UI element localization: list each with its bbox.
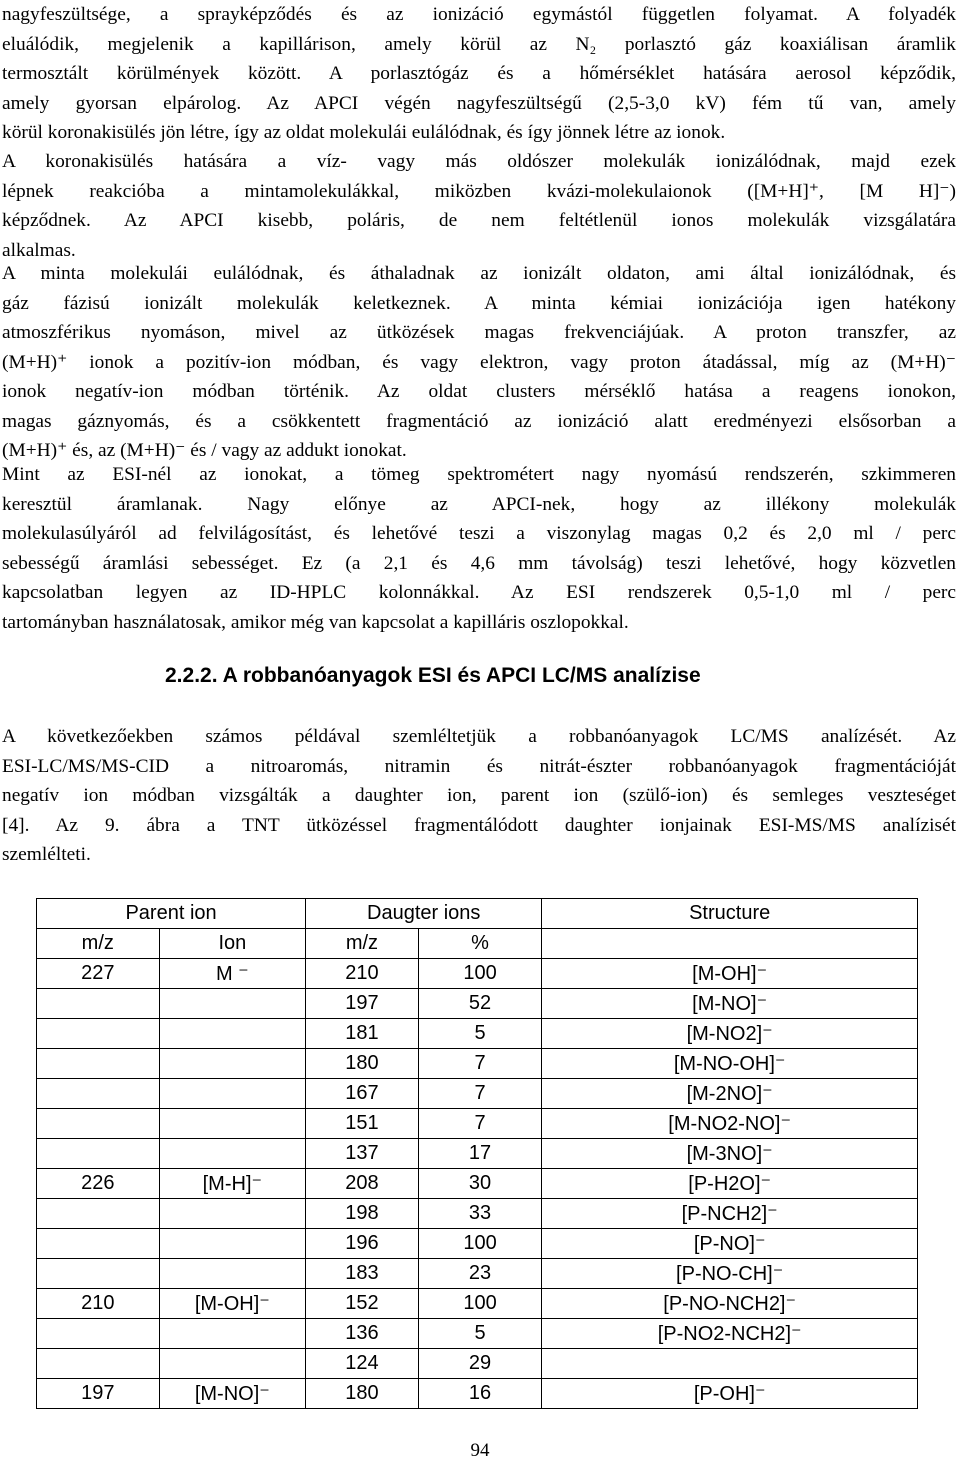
table-row — [37, 1199, 918, 1229]
structure-cell: [P-NO]⁻ — [542, 1229, 918, 1259]
subheader-percent: % — [418, 929, 542, 959]
text-line: eluálódik, megjelenik a kapillárison, amely körül az N₂ porlasztó gáz koaxiálisan áramlik — [2, 33, 956, 55]
daughter-mz-cell: 167 — [306, 1079, 419, 1109]
daughter-percent-cell: 7 — [418, 1079, 542, 1109]
table-row — [37, 1289, 918, 1319]
parent-mz-cell — [37, 1079, 160, 1109]
parent-ion-cell: M ⁻ — [159, 959, 306, 989]
daughter-percent-cell: 5 — [418, 1319, 542, 1349]
parent-mz-cell — [37, 1319, 160, 1349]
parent-ion-cell — [159, 1049, 306, 1079]
table-row — [37, 1169, 918, 1199]
daughter-percent-cell: 100 — [418, 959, 542, 989]
paragraph — [2, 460, 956, 637]
parent-ion-cell — [159, 1139, 306, 1169]
table-row — [37, 1349, 918, 1379]
text-line: amely gyorsan elpárolog. Az APCI végén nagyfeszültségű (2,5-3,0 kV) fém tű van, amely — [2, 92, 956, 114]
daughter-percent-cell: 29 — [418, 1349, 542, 1379]
text-line: kapcsolatban legyen az ID-HPLC kolonnákkal. Az ESI rendszerek 0,5-1,0 ml / perc — [2, 582, 956, 603]
table-row — [37, 1379, 918, 1409]
daughter-percent-cell: 52 — [418, 989, 542, 1019]
daughter-mz-cell: 124 — [306, 1349, 419, 1379]
parent-ion-cell — [159, 1109, 306, 1139]
parent-mz-cell — [37, 1019, 160, 1049]
parent-mz-cell — [37, 1139, 160, 1169]
daughter-mz-cell: 196 — [306, 1229, 419, 1259]
parent-mz-cell: 226 — [37, 1169, 160, 1199]
parent-mz-cell — [37, 989, 160, 1019]
table-row — [37, 989, 918, 1019]
daughter-mz-cell: 210 — [306, 959, 419, 989]
daughter-percent-cell: 16 — [418, 1379, 542, 1409]
structure-cell: [M-NO2]⁻ — [542, 1019, 918, 1049]
parent-ion-cell: [M-H]⁻ — [159, 1169, 306, 1199]
parent-ion-cell — [159, 989, 306, 1019]
paragraph — [2, 0, 956, 148]
structure-cell: [P-NO2-NCH2]⁻ — [542, 1319, 918, 1349]
structure-cell: [P-NCH2]⁻ — [542, 1199, 918, 1229]
subheader-structure — [542, 929, 918, 959]
daughter-mz-cell: 152 — [306, 1289, 419, 1319]
table-row — [37, 1139, 918, 1169]
text-line: ESI-LC/MS/MS-CID a nitroaromás, nitramin és nitrát-észter robbanóanyagok fragmentációját — [2, 755, 956, 777]
daughter-mz-cell: 136 — [306, 1319, 419, 1349]
structure-cell — [542, 1349, 918, 1379]
daughter-percent-cell: 17 — [418, 1139, 542, 1169]
structure-cell: [M-NO]⁻ — [542, 989, 918, 1019]
text-line: (M+H)⁺ és, az (M+H)⁻ és / vagy az addukt ionokat. — [2, 440, 407, 461]
table-row — [37, 1259, 918, 1289]
daughter-mz-cell: 180 — [306, 1379, 419, 1409]
text-line: tartományban használatosak, amikor még van kapcsolat a kapilláris oszlopokkal. — [2, 611, 629, 633]
parent-mz-cell: 210 — [37, 1289, 160, 1319]
table-row — [37, 959, 918, 989]
fragment-ions-table — [36, 898, 918, 1409]
parent-ion-cell: [M-NO]⁻ — [159, 1379, 306, 1409]
table-row — [37, 1109, 918, 1139]
text-line: képződnek. Az APCI kisebb, poláris, de nem feltétlenül ionos molekulák vizsgálatára — [2, 210, 956, 231]
parent-mz-cell — [37, 1049, 160, 1079]
table-row — [37, 1319, 918, 1349]
parent-mz-cell: 197 — [37, 1379, 160, 1409]
table-row — [37, 1079, 918, 1109]
structure-cell: [P-NO-NCH2]⁻ — [542, 1289, 918, 1319]
parent-mz-cell — [37, 1229, 160, 1259]
text-line: alkalmas. — [2, 239, 76, 261]
text-line: magas gáznyomás, és a csökkentett fragmentáció az ionizáció alatt eredményezi elsősorban a — [2, 410, 956, 432]
parent-ion-cell: [M-OH]⁻ — [159, 1289, 306, 1319]
daughter-mz-cell: 137 — [306, 1139, 419, 1169]
daughter-mz-cell: 198 — [306, 1199, 419, 1229]
table-row — [37, 1019, 918, 1049]
text-line: termosztált körülmények között. A porlasztógáz és a hőmérséklet hatására aerosol képződik, — [2, 63, 956, 84]
table-row — [37, 1229, 918, 1259]
header-structure: Structure — [542, 899, 918, 929]
text-line: nagyfeszültsége, a sprayképződés és az ionizáció egymástól független folyamat. A folyadék — [2, 4, 956, 25]
subheader-mz: m/z — [37, 929, 160, 959]
daughter-percent-cell: 100 — [418, 1229, 542, 1259]
text-line: sebességű áramlási sebességet. Ez (a 2,1 és 4,6 mm távolság) teszi lehetővé, hogy közvetlen — [2, 552, 956, 574]
parent-mz-cell — [37, 1349, 160, 1379]
structure-cell: [M-NO2-NO]⁻ — [542, 1109, 918, 1139]
daughter-percent-cell: 7 — [418, 1109, 542, 1139]
daughter-percent-cell: 100 — [418, 1289, 542, 1319]
text-line: ionok negatív-ion módban történik. Az oldat clusters mérséklő hatása a reagens ionokon, — [2, 381, 956, 402]
table-subheader-row — [37, 929, 918, 959]
header-daughter-ions: Daugter ions — [306, 899, 542, 929]
text-line: negatív ion módban vizsgálták a daughter ion, parent ion (szülő-ion) és semleges veszteséget — [2, 785, 956, 806]
subheader-mz: m/z — [306, 929, 419, 959]
structure-cell: [M-OH]⁻ — [542, 959, 918, 989]
structure-cell: [P-OH]⁻ — [542, 1379, 918, 1409]
page-number: 94 — [470, 1440, 490, 1461]
table-row — [37, 1049, 918, 1079]
daughter-percent-cell: 30 — [418, 1169, 542, 1199]
parent-mz-cell: 227 — [37, 959, 160, 989]
structure-cell: [P-NO-CH]⁻ — [542, 1259, 918, 1289]
daughter-mz-cell: 208 — [306, 1169, 419, 1199]
text-line: A koronakisülés hatására a víz- vagy más oldószer molekulák ionizálódnak, majd ezek — [2, 151, 956, 172]
parent-ion-cell — [159, 1079, 306, 1109]
table-header-row — [37, 899, 918, 929]
parent-mz-cell — [37, 1259, 160, 1289]
parent-ion-cell — [159, 1259, 306, 1289]
subheader-ion: Ion — [159, 929, 306, 959]
table-body — [37, 899, 918, 1409]
paragraph — [2, 147, 956, 265]
paragraph — [2, 722, 956, 870]
text-line: gáz fázisú ionizált molekulák keletkeznek. A minta kémiai ionizációja igen hatékony — [2, 292, 956, 314]
parent-ion-cell — [159, 1319, 306, 1349]
parent-ion-cell — [159, 1199, 306, 1229]
daughter-mz-cell: 180 — [306, 1049, 419, 1079]
paragraph — [2, 259, 956, 466]
parent-mz-cell — [37, 1109, 160, 1139]
text-line: szemlélteti. — [2, 844, 91, 865]
section-heading: 2.2.2. A robbanóanyagok ESI és APCI LC/MS analízise — [165, 664, 701, 687]
structure-cell: [M-2NO]⁻ — [542, 1079, 918, 1109]
structure-cell: [M-3NO]⁻ — [542, 1139, 918, 1169]
text-line: Mint az ESI-nél az ionokat, a tömeg spektrométert nagy nyomású rendszerén, szkimmeren — [2, 464, 956, 485]
text-line: [4]. Az 9. ábra a TNT ütközéssel fragmentálódott daughter ionjainak ESI-MS/MS analízisét — [2, 814, 956, 836]
structure-cell: [M-NO-OH]⁻ — [542, 1049, 918, 1079]
daughter-mz-cell: 181 — [306, 1019, 419, 1049]
structure-cell: [P-H2O]⁻ — [542, 1169, 918, 1199]
daughter-percent-cell: 7 — [418, 1049, 542, 1079]
header-parent-ion: Parent ion — [37, 899, 306, 929]
daughter-percent-cell: 23 — [418, 1259, 542, 1289]
parent-ion-cell — [159, 1019, 306, 1049]
daughter-percent-cell: 33 — [418, 1199, 542, 1229]
daughter-percent-cell: 5 — [418, 1019, 542, 1049]
text-line: (M+H)⁺ ionok a pozitív-ion módban, és vagy elektron, vagy proton átadással, míg az (M+H)⁻ — [2, 351, 956, 373]
daughter-mz-cell: 183 — [306, 1259, 419, 1289]
parent-ion-cell — [159, 1349, 306, 1379]
text-line: keresztül áramlanak. Nagy előnye az APCI-nek, hogy az illékony molekulák — [2, 493, 956, 515]
parent-ion-cell — [159, 1229, 306, 1259]
text-line: molekulasúlyáról ad felvilágosítást, és lehetővé teszi a viszonylag magas 0,2 és 2,0 ml / perc — [2, 523, 956, 544]
text-line: A minta molekulái eulálódnak, és áthaladnak az ionizált oldaton, ami által ionizálódnak, és — [2, 263, 956, 284]
text-line: atmoszférikus nyomáson, mivel az ütközések magas frekvenciájúak. A proton transzfer, az — [2, 322, 956, 343]
text-line: A következőekben számos példával szemléltetjük a robbanóanyagok LC/MS analízését. Az — [2, 726, 956, 747]
daughter-mz-cell: 151 — [306, 1109, 419, 1139]
daughter-mz-cell: 197 — [306, 989, 419, 1019]
text-line: lépnek reakcióba a mintamolekulákkal, miközben kvázi-molekulaionok ([M+H]⁺, [M H]⁻) — [2, 180, 956, 202]
parent-mz-cell — [37, 1199, 160, 1229]
text-line: körül koronakisülés jön létre, így az oldat molekulái eulálódnak, és így jönnek létre az ionok. — [2, 122, 726, 143]
